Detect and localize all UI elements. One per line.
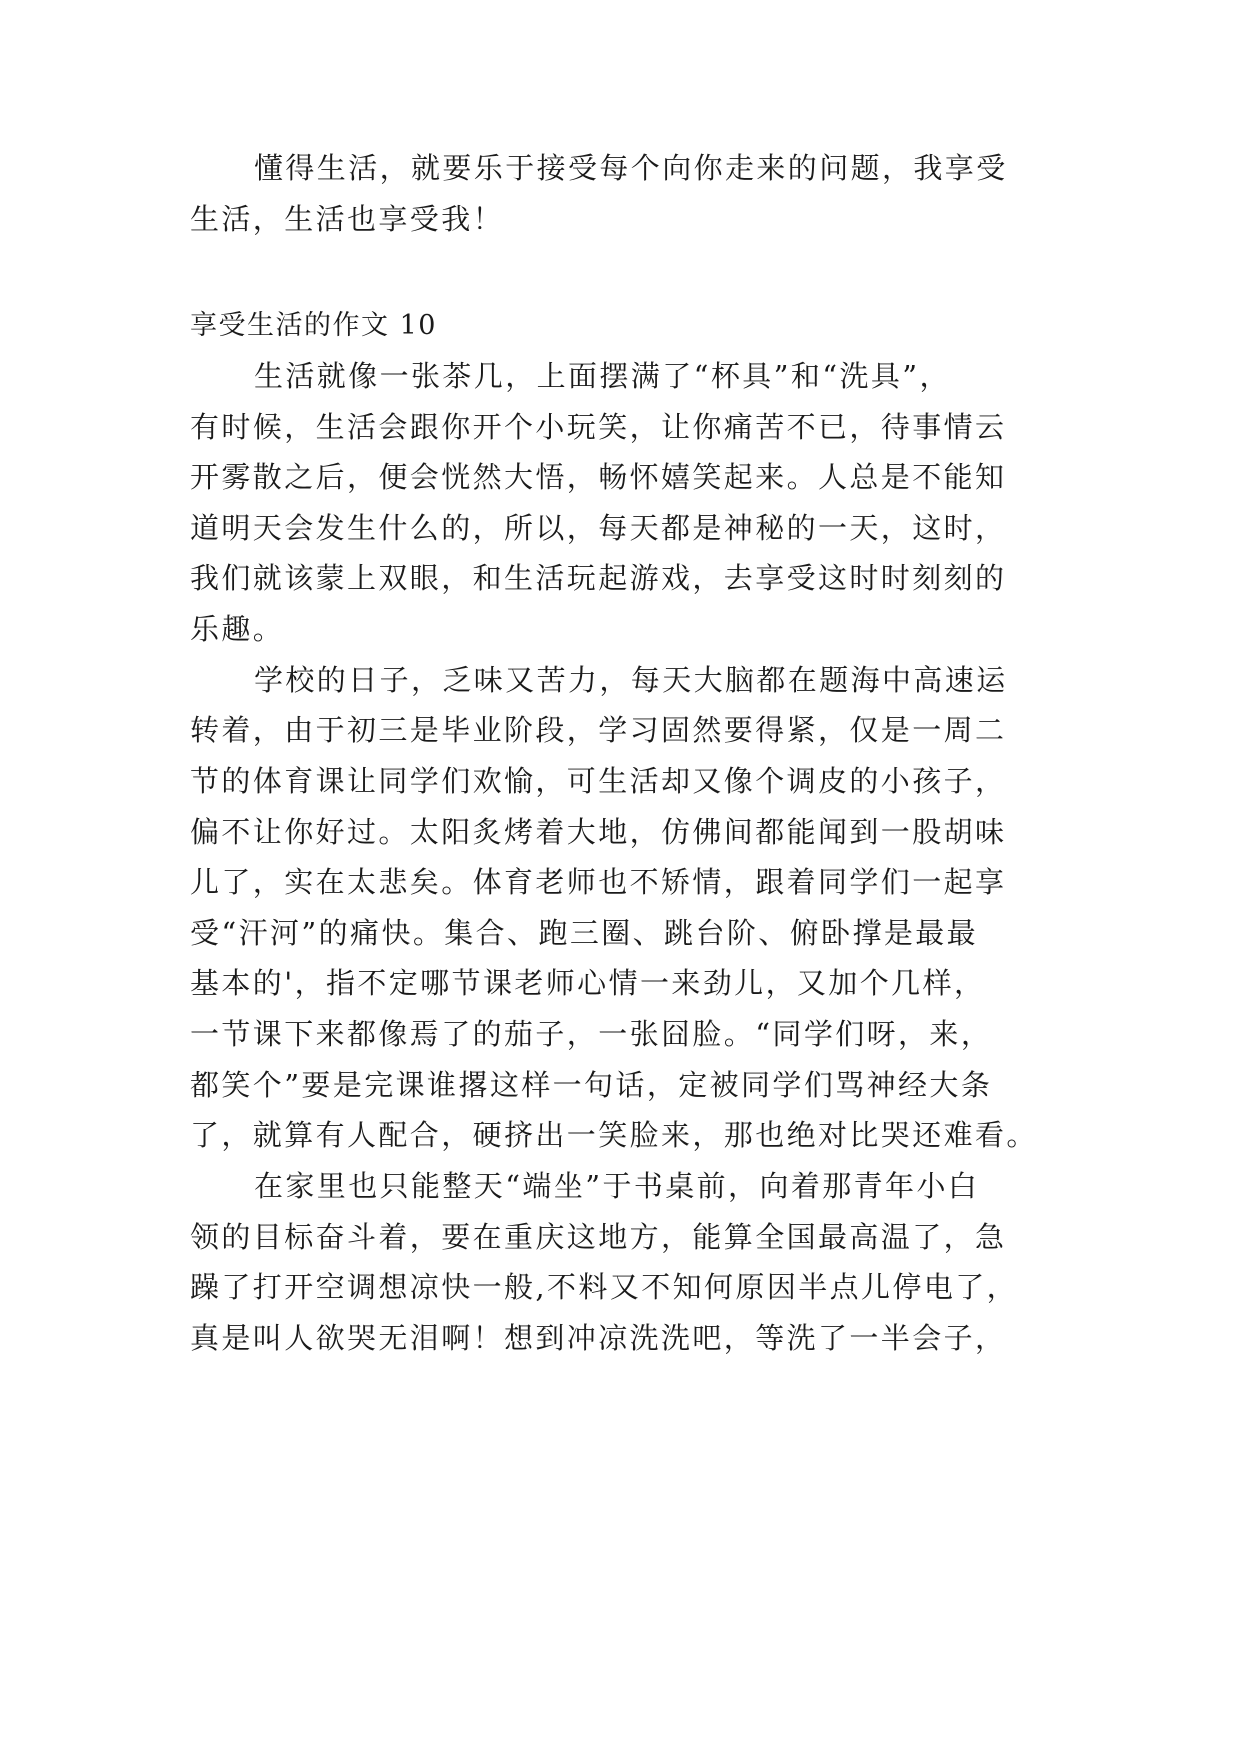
text-line: 真是叫人欲哭无泪啊！想到冲凉洗洗吧，等洗了一半会子， — [190, 1321, 1007, 1355]
text-line: 在家里也只能整天“端坐”于书桌前，向着那青年小白 — [254, 1169, 980, 1203]
text-line: 生活就像一张茶几，上面摆满了“杯具”和“洗具”， — [254, 359, 951, 393]
text-line: 都笑个”要是完课谁撂这样一句话，定被同学们骂神经大条 — [190, 1068, 993, 1102]
text-line: 受“汗河”的痛快。集合、跑三圈、跳台阶、俯卧撑是最最 — [190, 916, 979, 950]
text-line: 懂得生活，就要乐于接受每个向你走来的问题，我享受 — [254, 151, 1008, 185]
section-title: 享受生活的作文 10 — [190, 310, 437, 341]
text-line: 乐趣。 — [190, 612, 285, 646]
text-line: 了，就算有人配合，硬挤出一笑脸来，那也绝对比哭还难看。 — [190, 1118, 1038, 1152]
text-line: 一节课下来都像焉了的茄子，一张囧脸。“同学们呀，来， — [190, 1017, 993, 1051]
text-line: 转着，由于初三是毕业阶段，学习固然要得紧，仅是一周二 — [190, 713, 1007, 747]
text-line: 躁了打开空调想凉快一般,不料又不知何原因半点儿停电了， — [190, 1270, 1019, 1304]
text-line: 道明天会发生什么的，所以，每天都是神秘的一天，这时， — [190, 511, 1007, 545]
text-line: 生活，生活也享受我！ — [190, 202, 505, 236]
text-line: 偏不让你好过。太阳炙烤着大地，仿佛间都能闻到一股胡味 — [190, 815, 1007, 849]
text-line: 儿了，实在太悲矣。体育老师也不矫情，跟着同学们一起享 — [190, 865, 1007, 899]
text-line: 开雾散之后，便会恍然大悟，畅怀嬉笑起来。人总是不能知 — [190, 460, 1007, 494]
text-line: 节的体育课让同学们欢愉，可生活却又像个调皮的小孩子， — [190, 764, 1007, 798]
text-line: 基本的'，指不定哪节课老师心情一来劲儿，又加个几样， — [190, 966, 986, 1000]
text-line: 有时候，生活会跟你开个小玩笑，让你痛苦不已，待事情云 — [190, 410, 1007, 444]
text-line: 领的目标奋斗着，要在重庆这地方，能算全国最高温了，急 — [190, 1220, 1007, 1254]
text-line: 学校的日子，乏味又苦力，每天大脑都在题海中高速运 — [254, 663, 1008, 697]
text-line: 我们就该蒙上双眼，和生活玩起游戏，去享受这时时刻刻的 — [190, 561, 1007, 595]
